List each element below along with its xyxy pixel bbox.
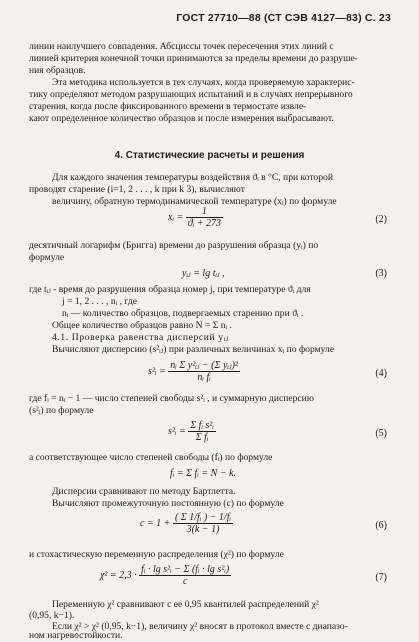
para5-line3: nᵢ — количество образцов, подвергаемых старению при ϑᵢ . xyxy=(62,308,304,319)
eq6-fraction xyxy=(173,512,233,535)
eq2-lhs: xᵢ = xyxy=(168,211,184,223)
eq6-numerator: ( Σ 1/fᵢ ) − 1/fᵢ xyxy=(174,512,232,523)
equation-5b: fᵢ = Σ fᵢ = N − k. xyxy=(170,468,237,479)
page-header: ГОСТ 27710—88 (СТ СЭВ 4127—83) С. 23 xyxy=(176,12,391,24)
para8-line2: Вычисляют промежуточную постоянную (с) по формуле xyxy=(52,498,284,509)
para2-line4: кают определенное количество образцов и после измерения выбрасывают. xyxy=(29,113,334,124)
para5-line1: где tᵢⱼ - время до разрушения образца номер j, при температуре ϑᵢ для xyxy=(29,284,311,295)
para2-line3: старения, когда после фиксированного времени в термостате извле- xyxy=(29,101,307,112)
para4-line1: десятичный логарифм (Бригга) времени до разрушения образца (yᵢ) по xyxy=(29,240,319,251)
para7: а соответствующее число степеней свободы (fᵢ) по формуле xyxy=(29,452,273,463)
subsection-4-1: 4.1. Проверка равенства дисперсий yᵢⱼ xyxy=(52,332,229,343)
eq2-fraction xyxy=(186,206,223,229)
eq2-denominator: ϑᵢ + 273 xyxy=(187,218,222,229)
para9: и стохастическую переменную распределения (χ²) по формуле xyxy=(29,549,284,560)
para8-line1: Дисперсии сравнивают по методу Бартлетта. xyxy=(52,486,236,497)
eq2-number: (2) xyxy=(375,214,387,225)
para2-line1: Эта методика используется в тех случаях, когда проверяемую характерис- xyxy=(52,77,355,88)
equation-6 xyxy=(140,512,233,535)
eq6-number: (6) xyxy=(375,520,387,531)
eq7-numerator: fᵢ · lg s²ᵢ − Σ (fᵢ · lg s²ᵢ) xyxy=(141,564,230,575)
para5-line4: Общее количество образцов равно N = Σ nᵢ . xyxy=(52,320,232,331)
eq7-lhs: χ² = 2,3 · xyxy=(100,569,137,581)
eq5-lhs: s²ᵢ = xyxy=(168,425,186,437)
eq5-denominator: Σ fᵢ xyxy=(195,432,209,443)
eq2-numerator: 1 xyxy=(186,206,223,218)
eq7-number: (7) xyxy=(375,572,387,583)
eq3-number: (3) xyxy=(375,268,387,279)
eq7-denominator: c xyxy=(182,576,188,587)
equation-7 xyxy=(100,564,231,587)
eq4-denominator: nᵢ fᵢ xyxy=(197,372,211,383)
para3-line2: проводят старение (i=1, 2 . . . , k при k 3), вычисляют xyxy=(29,184,245,195)
para10-line4: ном нагревостойкости. xyxy=(29,630,123,641)
equation-5 xyxy=(168,420,216,443)
para5-line2: j = 1, 2 . . . , nᵢ , где xyxy=(62,296,138,307)
equation-4 xyxy=(148,360,240,383)
para6-line1: где fᵢ = nᵢ − 1 — число степеней свободы s²ᵢ , и суммарную дисперсию xyxy=(29,393,314,404)
eq4-numerator: nᵢ Σ y²ᵢⱼ − (Σ yᵢⱼ)² xyxy=(170,360,238,371)
eq6-denominator: 3(k − 1) xyxy=(186,524,220,535)
para4-line2: формуле xyxy=(29,252,65,263)
section-title: 4. Статистические расчеты и решения xyxy=(114,150,305,161)
eq5-fraction xyxy=(188,420,216,443)
eq4-lhs: s²ᵢ = xyxy=(148,365,166,377)
eq7-fraction xyxy=(139,564,231,587)
para1-line2: линией критерия конечной точки принимаются за пределы времени до разруше- xyxy=(29,53,358,64)
eq5-numerator: Σ fᵢ s²ᵢ xyxy=(190,420,215,431)
eq4-fraction xyxy=(168,360,240,383)
para10-line1: Переменную χ² сравнивают с ее 0,95 квантилей распределений χ² xyxy=(52,599,319,610)
equation-3: yᵢⱼ = lg tᵢⱼ , xyxy=(182,268,225,279)
eq5-number: (5) xyxy=(375,428,387,439)
para5-line6: Вычисляют дисперсию (s²ᵢⱼ) при различных величинах xᵢ по формуле xyxy=(52,344,335,355)
eq4-number: (4) xyxy=(375,368,387,379)
equation-2 xyxy=(168,206,223,229)
para6-line2: (s²ᵢ) по формуле xyxy=(29,405,94,416)
para2-line2: тику определяют методом разрушающих испытаний и в случаях непрерывного xyxy=(29,89,353,100)
para10-line3: Если χ² > χ² (0,95, k−1), величину χ² вносят в протокол вместе с диапазо- xyxy=(52,621,348,632)
para3-line1: Для каждого значения температуры воздействия ϑᵢ в °С, при которой xyxy=(52,172,333,183)
para1-line1: линии наилучшего совпадения. Абсциссы точек пересечения этих линий с xyxy=(29,41,334,52)
para3-line3: величину, обратную термодинамической температуре (xᵢ) по формуле xyxy=(52,196,337,207)
para1-line3: ния образцов. xyxy=(29,65,86,76)
para10-line2: (0,95, k−1). xyxy=(29,610,75,621)
eq6-lhs: c = 1 + xyxy=(140,517,171,529)
